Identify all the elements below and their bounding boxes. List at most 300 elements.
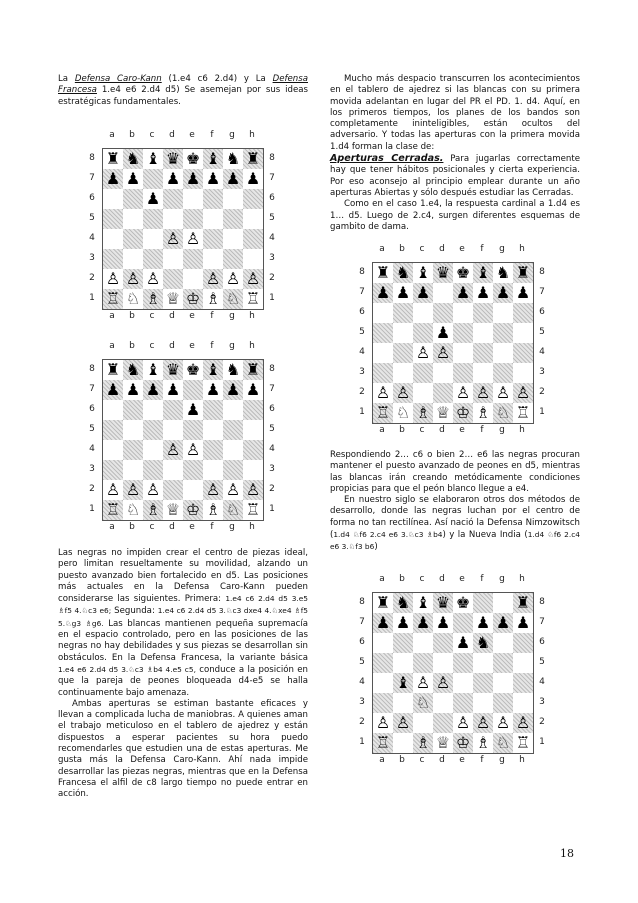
board-square [493,363,513,383]
file-label: h [519,755,525,765]
board-square [203,500,223,520]
board-square [393,343,413,363]
chess-piece: ♝ [145,149,161,168]
board-square [473,363,493,383]
chess-piece: ♚ [185,149,201,168]
board-square [223,360,243,380]
board-square [123,500,143,520]
board-square [183,209,203,229]
board-square [493,323,513,343]
chess-piece: ♙ [145,269,161,288]
board-square [433,403,453,423]
board-square [103,169,123,189]
rank-label: 8 [89,364,95,374]
chess-piece: ♟ [435,613,451,632]
board-square [373,593,393,613]
rank-label: 7 [539,287,545,297]
board-square [203,229,223,249]
board-square [513,283,533,303]
chess-piece: ♜ [105,149,121,168]
rank-label: 1 [359,407,365,417]
board-square [393,673,413,693]
board-square [453,693,473,713]
chess-piece: ♗ [145,289,161,308]
board-square [413,733,433,753]
board-square [473,733,493,753]
file-label: d [439,574,445,584]
board-square [103,149,123,169]
move-notation: 1.e4 c6 2.d4 d5 3.e5 ♗f5 4.♘c3 e6; [58,594,308,616]
rank-label: 5 [269,213,275,223]
board-square [393,383,413,403]
board-square [183,440,203,460]
chess-board [372,592,534,754]
chess-piece: ♟ [475,613,491,632]
board-square [513,713,533,733]
file-label: g [499,425,505,435]
rank-label: 3 [269,464,275,474]
rank-label: 2 [359,387,365,397]
board-square [183,380,203,400]
board-square [103,360,123,380]
chess-piece: ♘ [495,733,511,752]
chess-piece: ♝ [415,593,431,612]
rank-label: 3 [359,697,365,707]
chess-piece: ♙ [375,383,391,402]
rank-label: 1 [269,293,275,303]
board-square [513,303,533,323]
chess-piece: ♗ [415,403,431,422]
board-square [393,303,413,323]
rank-label: 2 [359,717,365,727]
board-square [223,500,243,520]
chess-piece: ♙ [395,383,411,402]
file-label: a [109,341,115,351]
board-square [203,400,223,420]
rank-label: 6 [89,193,95,203]
rank-label: 1 [539,407,545,417]
board-square [223,460,243,480]
right-intro [330,74,580,233]
board-square [513,403,533,423]
rank-label: 1 [89,504,95,514]
chess-piece: ♕ [435,403,451,422]
board-square [203,249,223,269]
chess-piece: ♟ [105,169,121,188]
board-square [393,613,413,633]
board-square [413,263,433,283]
board-square [143,420,163,440]
chess-piece: ♟ [185,400,201,419]
board-square [123,380,143,400]
chess-piece: ♞ [225,149,241,168]
chess-piece: ♙ [205,269,221,288]
file-label: b [129,311,135,321]
chess-piece: ♝ [475,263,491,282]
move-notation: 1.e4 c6 2.d4 d5 3.♘c3 dxe4 4.♘xe4 ♗f5 5.♘g3 ♗g6. [58,606,308,628]
board-square [473,593,493,613]
board-square [123,360,143,380]
rank-label: 7 [89,173,95,183]
board-square [513,323,533,343]
board-square [103,440,123,460]
rank-label: 4 [89,444,95,454]
chess-piece: ♟ [185,169,201,188]
chess-piece: ♘ [415,693,431,712]
chess-piece: ♔ [185,500,201,519]
chess-piece: ♙ [125,269,141,288]
file-label: c [149,130,155,140]
board-square [163,500,183,520]
board-square [163,249,183,269]
page-number: 18 [560,847,574,860]
board-square [393,713,413,733]
board-square [123,189,143,209]
file-labels-bottom [372,425,532,436]
chess-piece: ♙ [245,480,261,499]
board-square [473,303,493,323]
file-label: c [419,244,425,254]
file-label: a [109,522,115,532]
chess-piece: ♜ [375,593,391,612]
body-paragraph [330,153,580,199]
file-label: f [210,311,214,321]
board-square [123,460,143,480]
chess-piece: ♟ [375,283,391,302]
board-square [373,633,393,653]
chess-piece: ♛ [435,593,451,612]
board-square [433,363,453,383]
chess-piece: ♛ [165,360,181,379]
file-label: d [439,755,445,765]
file-label: f [210,341,214,351]
board-square [103,460,123,480]
rank-label: 7 [359,617,365,627]
rank-label: 4 [539,677,545,687]
file-label: f [480,755,484,765]
file-label: e [189,522,195,532]
board-square [373,713,393,733]
board-square [223,149,243,169]
board-square [183,229,203,249]
body-paragraph [330,495,580,553]
rank-label: 1 [539,737,545,747]
rank-label: 6 [359,637,365,647]
board-square [433,283,453,303]
board-square [433,613,453,633]
board-square [473,613,493,633]
move-notation: 1.d4 ♘f6 2.c4 e6 3.♘c3 ♗b4 [333,530,443,540]
board-square [243,380,263,400]
chess-diagram [82,339,275,534]
chess-piece: ♘ [225,500,241,519]
board-square [243,500,263,520]
board-square [393,733,413,753]
board-square [373,673,393,693]
file-label: a [109,130,115,140]
chess-piece: ♛ [435,263,451,282]
chess-piece: ♟ [165,169,181,188]
chess-piece: ♗ [475,403,491,422]
rank-label: 5 [89,424,95,434]
text-run: En nuestro siglo se elaboraron otros dos métodos de desarrollo, donde las negras luchan por el centro de forma no tan rectilínea. Así nació la Defensa Nimzowitsch ( [330,495,580,541]
chess-piece: ♝ [415,263,431,282]
file-label: g [499,574,505,584]
board-square [393,363,413,383]
board-square [143,480,163,500]
board-square [373,343,393,363]
board-square [493,343,513,363]
rank-label: 5 [359,327,365,337]
file-labels-top [372,574,532,585]
board-square [143,289,163,309]
file-label: e [459,574,465,584]
text-run: (1.e4 c6 2.d4) y La [161,74,273,84]
board-square [493,693,513,713]
text-run: Las negras no impiden crear el centro de piezas ideal, pero limitan resueltamente su movilidad, alzando un puesto avanzado bien fortalecido en d5. Las posiciones más actuales en la Defensa Caro-Kann pueden considerarse las siguientes. Primera: [58,548,308,605]
board-square [143,169,163,189]
board-square [103,189,123,209]
board-square [203,380,223,400]
chess-piece: ♝ [395,673,411,692]
chess-piece: ♕ [165,500,181,519]
chess-piece: ♗ [475,733,491,752]
board-square [433,343,453,363]
board-square [243,400,263,420]
file-label: e [189,311,195,321]
chess-piece: ♜ [245,360,261,379]
board-square [183,149,203,169]
board-square [183,460,203,480]
file-label: h [249,341,255,351]
chess-piece: ♙ [475,383,491,402]
board-square [493,733,513,753]
board-square [183,269,203,289]
file-labels-top [102,341,262,352]
board-square [513,343,533,363]
file-label: d [169,311,175,321]
board-square [123,440,143,460]
rank-label: 3 [269,253,275,263]
chess-piece: ♖ [245,289,261,308]
board-square [373,403,393,423]
file-labels-bottom [102,311,262,322]
file-label: h [249,130,255,140]
chess-piece: ♝ [205,360,221,379]
rank-label: 6 [269,193,275,203]
board-square [493,283,513,303]
board-square [393,263,413,283]
rank-label: 7 [359,287,365,297]
chess-piece: ♖ [375,403,391,422]
board-square [243,480,263,500]
chess-piece: ♟ [395,613,411,632]
board-square [123,249,143,269]
board-square [373,613,393,633]
board-square [223,400,243,420]
chess-piece: ♟ [515,613,531,632]
file-label: a [379,425,385,435]
board-square [453,283,473,303]
chess-piece: ♙ [225,269,241,288]
file-label: g [229,522,235,532]
board-square [473,713,493,733]
chess-piece: ♟ [495,613,511,632]
file-label: c [149,311,155,321]
chess-piece: ♙ [245,269,261,288]
board-square [373,263,393,283]
chess-piece: ♟ [455,283,471,302]
board-square [413,343,433,363]
board-square [433,303,453,323]
board-square [413,403,433,423]
text-run: Segunda: [111,606,158,617]
board-square [493,653,513,673]
board-square [223,269,243,289]
board-square [203,169,223,189]
board-square [123,229,143,249]
file-labels-top [102,130,262,141]
board-square [143,400,163,420]
rank-label: 3 [89,464,95,474]
board-square [433,383,453,403]
board-square [513,263,533,283]
file-label: f [480,425,484,435]
chess-piece: ♞ [125,149,141,168]
chess-piece: ♙ [455,383,471,402]
board-square [203,440,223,460]
chess-piece: ♙ [495,713,511,732]
chess-piece: ♙ [105,480,121,499]
text-run: ) [374,542,378,553]
chess-piece: ♕ [165,289,181,308]
text-run: conduce a la posición en que la pareja de peones bloqueada d4-e5 se halla continuamente bajo amenaza. [58,664,308,698]
chess-piece: ♙ [165,440,181,459]
board-square [143,460,163,480]
right-body [330,450,580,554]
board-square [373,323,393,343]
board-square [493,383,513,403]
file-label: d [439,425,445,435]
board-square [493,633,513,653]
board-square [143,500,163,520]
board-square [223,229,243,249]
file-label: e [189,341,195,351]
board-square [163,209,183,229]
chess-piece: ♞ [125,360,141,379]
board-square [453,363,473,383]
file-label: h [249,311,255,321]
board-square [513,633,533,653]
board-square [223,420,243,440]
file-label: d [169,130,175,140]
chess-piece: ♙ [415,343,431,362]
chess-piece: ♔ [455,733,471,752]
board-square [513,673,533,693]
board-square [183,500,203,520]
chess-piece: ♜ [515,593,531,612]
board-square [473,283,493,303]
board-square [143,209,163,229]
rank-label: 4 [269,444,275,454]
chess-piece: ♖ [245,500,261,519]
rank-label: 5 [89,213,95,223]
chess-piece: ♞ [395,593,411,612]
chess-piece: ♖ [105,289,121,308]
rank-label: 2 [269,484,275,494]
francesa-link: Defensa Francesa [58,74,308,96]
board-square [373,283,393,303]
chess-piece: ♟ [515,283,531,302]
file-label: e [459,244,465,254]
board-square [473,263,493,283]
file-label: b [399,755,405,765]
board-square [393,403,413,423]
board-square [183,249,203,269]
chess-piece: ♟ [245,380,261,399]
chess-piece: ♙ [125,480,141,499]
text-run: Para jugarlas correctamente hay que tener hábitos posicionales y cierta experiencia. Por eso aconsejo al principio emplear durante un año aperturas Abiertas y sólo después estudiar las Cerradas. [330,154,580,198]
board-square [473,693,493,713]
chess-piece: ♙ [435,673,451,692]
file-label: h [519,574,525,584]
rank-labels-left [356,592,368,752]
board-square [413,323,433,343]
board-square [203,189,223,209]
rank-label: 7 [539,617,545,627]
rank-label: 4 [539,347,545,357]
rank-label: 2 [269,273,275,283]
rank-label: 4 [359,347,365,357]
body-paragraph: Mucho más despacio transcurren los acontecimientos en el tablero de ajedrez si las blancas con su primera movida adelantan en lugar del PR el PD. 1. d4. Aquí, en los primeros tiempos, los planes de los bandos son completamente ininteligibles, están ocultos del adversario. Y todas las aperturas con la primera movida 1.d4 forman la clase de: [330,74,580,152]
chess-piece: ♔ [185,289,201,308]
board-square [183,169,203,189]
file-label: c [419,425,425,435]
board-square [223,480,243,500]
board-square [453,343,473,363]
move-notation: 1.e4 e6 2.d4 d5 3.♘c3 ♗b4 4.e5 c5, [58,664,196,674]
chess-piece: ♘ [225,289,241,308]
rank-labels-right [536,592,548,752]
chess-piece: ♟ [165,380,181,399]
chess-piece: ♟ [125,380,141,399]
chess-diagram [352,572,545,767]
chess-piece: ♙ [225,480,241,499]
rank-label: 7 [269,384,275,394]
rank-label: 6 [359,307,365,317]
board-square [243,440,263,460]
chess-piece: ♞ [225,360,241,379]
file-label: g [229,341,235,351]
body-paragraph [58,548,308,699]
chess-piece: ♚ [455,263,471,282]
board-square [203,460,223,480]
board-square [393,633,413,653]
chess-piece: ♟ [105,380,121,399]
rank-labels-left [356,262,368,422]
board-square [493,303,513,323]
text-run: La [58,74,75,84]
rank-label: 3 [539,697,545,707]
rank-label: 8 [269,153,275,163]
board-square [143,269,163,289]
board-square [163,149,183,169]
rank-label: 6 [89,404,95,414]
board-square [183,289,203,309]
chess-piece: ♟ [145,380,161,399]
chess-piece: ♘ [395,403,411,422]
board-square [243,360,263,380]
